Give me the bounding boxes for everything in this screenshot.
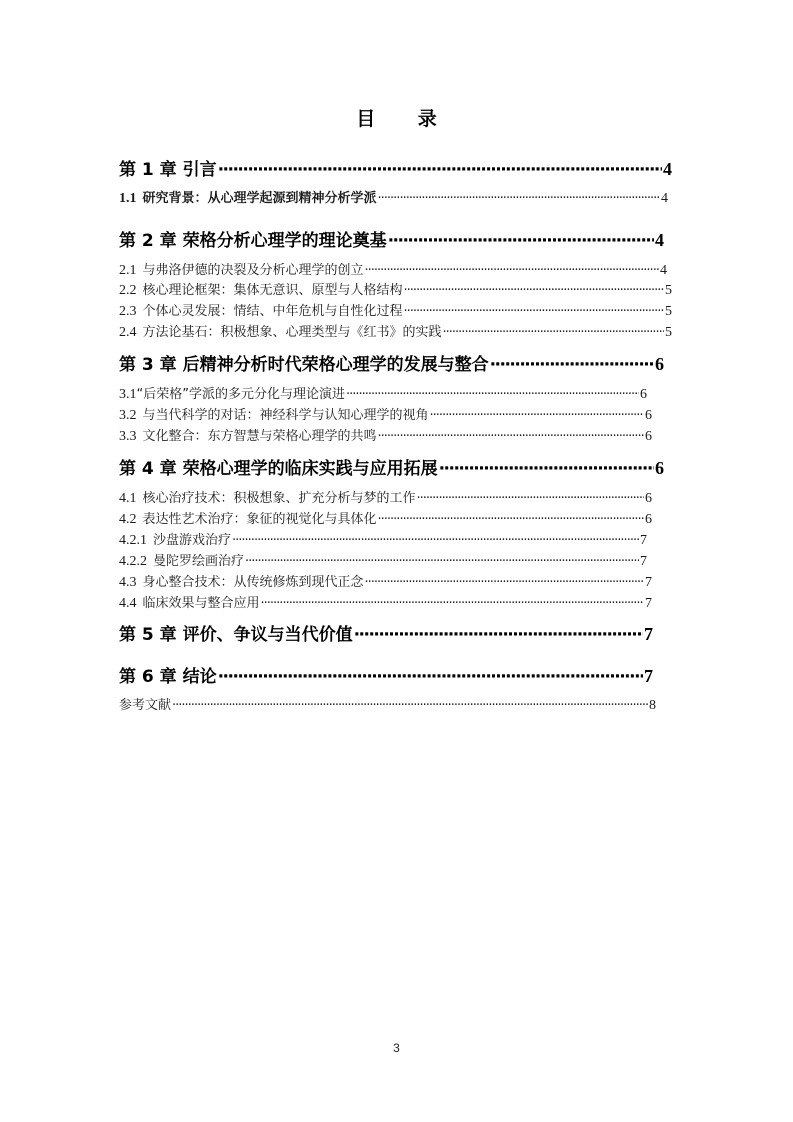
- leader-dots: [388, 231, 654, 250]
- leader-dots: [346, 387, 639, 402]
- toc-chapter-1[interactable]: [119, 155, 672, 179]
- leader-dots: [354, 625, 643, 644]
- leader-dots: [417, 491, 644, 506]
- leader-dots: [172, 698, 648, 713]
- toc-page: 6: [645, 408, 652, 423]
- toc-page: 7: [644, 666, 653, 686]
- toc-section-2-3[interactable]: [119, 300, 672, 319]
- page-number: 3: [393, 1041, 400, 1055]
- toc-title: 目 录: [356, 108, 455, 130]
- toc-label: “后荣格”学派的多元分化与理论演进: [136, 387, 345, 402]
- toc-label: 第 1 章 引言: [119, 160, 217, 179]
- toc-page: 7: [645, 596, 652, 611]
- toc-page: 7: [644, 624, 653, 644]
- leader-dots: [443, 325, 664, 340]
- toc-page: 6: [655, 458, 664, 478]
- toc-number: 4.1: [119, 491, 137, 506]
- toc-section-4-2[interactable]: [119, 508, 652, 527]
- toc-number: 4.2.2: [119, 554, 147, 569]
- toc-chapter-4[interactable]: [119, 454, 664, 478]
- toc-section-3-3[interactable]: [119, 425, 652, 444]
- toc-section-4-4[interactable]: [119, 592, 652, 611]
- toc-label: 临床效果与整合应用: [142, 596, 260, 611]
- toc-page: 5: [665, 325, 672, 340]
- toc-number: 2.4: [119, 325, 137, 340]
- toc-label: 曼陀罗绘画治疗: [153, 554, 245, 569]
- leader-dots: [430, 408, 644, 423]
- leader-dots: [378, 512, 644, 527]
- toc-section-1-1[interactable]: [119, 187, 668, 206]
- toc-label: 研究背景：从心理学起源到精神分析学派: [142, 191, 377, 206]
- toc-section-3-1[interactable]: [119, 383, 647, 402]
- leader-dots: [365, 575, 644, 590]
- leader-dots: [261, 596, 644, 611]
- toc-label: 参考文献: [119, 698, 172, 713]
- toc-label: 文化整合：东方智慧与荣格心理学的共鸣: [142, 429, 377, 444]
- toc-label: 表达性艺术治疗：象征的视觉化与具体化: [142, 512, 377, 527]
- toc-page: 7: [640, 554, 647, 569]
- toc-label: 沙盘游戏治疗: [153, 533, 232, 548]
- toc-page: 6: [645, 491, 652, 506]
- toc-label: 核心治疗技术：积极想象、扩充分析与梦的工作: [142, 491, 416, 506]
- leader-dots: [404, 304, 664, 319]
- toc-number: 3.3: [119, 429, 137, 444]
- toc-number: 4.2: [119, 512, 137, 527]
- leader-dots: [490, 355, 654, 374]
- toc-number: 4.3: [119, 575, 137, 590]
- toc-section-4-2-2[interactable]: [119, 550, 647, 569]
- toc-page: 4: [660, 263, 667, 278]
- toc-chapter-2[interactable]: [119, 226, 664, 250]
- leader-dots: [232, 533, 639, 548]
- toc-page: 5: [665, 283, 672, 298]
- toc-page: 6: [645, 512, 652, 527]
- toc-chapter-5[interactable]: [119, 620, 653, 644]
- toc-page: 6: [645, 429, 652, 444]
- toc-label: 核心理论框架：集体无意识、原型与人格结构: [142, 283, 403, 298]
- toc-section-2-4[interactable]: [119, 321, 672, 340]
- toc-label: 身心整合技术：从传统修炼到现代正念: [142, 575, 364, 590]
- toc-number: 4.2.1: [119, 533, 147, 548]
- toc-section-2-2[interactable]: [119, 279, 672, 298]
- toc-chapter-3[interactable]: [119, 350, 664, 374]
- toc-section-2-1[interactable]: [119, 259, 667, 278]
- toc-label: 第 2 章 荣格分析心理学的理论奠基: [119, 231, 387, 250]
- toc-number: 4.4: [119, 596, 137, 611]
- leader-dots: [404, 283, 664, 298]
- leader-dots: [378, 429, 644, 444]
- leader-dots: [218, 667, 643, 686]
- leader-dots: [218, 160, 662, 179]
- toc-page: 6: [640, 387, 647, 402]
- toc-label: 个体心灵发展：情结、中年危机与自性化过程: [142, 304, 403, 319]
- leader-dots: [245, 554, 639, 569]
- toc-number: 3.2: [119, 408, 137, 423]
- toc-number: 3.1: [119, 387, 137, 402]
- toc-number: 2.3: [119, 304, 137, 319]
- toc-page: 4: [655, 230, 664, 250]
- toc-section-4-3[interactable]: [119, 571, 652, 590]
- toc-label: 第 6 章 结论: [119, 667, 217, 686]
- leader-dots: [439, 459, 654, 478]
- toc-label: 与当代科学的对话：神经科学与认知心理学的视角: [142, 408, 429, 423]
- toc-page: 5: [665, 304, 672, 319]
- leader-dots: [365, 263, 659, 278]
- toc-section-4-2-1[interactable]: [119, 529, 647, 548]
- toc-page: 7: [640, 533, 647, 548]
- toc-number: 1.1: [119, 191, 137, 206]
- toc-page: 8: [649, 698, 656, 713]
- toc-number: 2.1: [119, 263, 137, 278]
- toc-page: 4: [663, 159, 672, 179]
- toc-label: 方法论基石：积极想象、心理类型与《红书》的实践: [142, 325, 442, 340]
- toc-page: 6: [655, 354, 664, 374]
- toc-page: 7: [645, 575, 652, 590]
- toc-chapter-6[interactable]: [119, 662, 653, 686]
- toc-section-4-1[interactable]: [119, 487, 652, 506]
- toc-label: 第 4 章 荣格心理学的临床实践与应用拓展: [119, 459, 438, 478]
- toc-label: 第 3 章 后精神分析时代荣格心理学的发展与整合: [119, 355, 489, 374]
- toc-section-3-2[interactable]: [119, 404, 652, 423]
- toc-label: 与弗洛伊德的决裂及分析心理学的创立: [142, 263, 364, 278]
- toc-number: 2.2: [119, 283, 137, 298]
- leader-dots: [378, 191, 660, 206]
- toc-label: 第 5 章 评价、争议与当代价值: [119, 625, 353, 644]
- toc-page: 4: [661, 191, 668, 206]
- toc-references[interactable]: [119, 694, 656, 713]
